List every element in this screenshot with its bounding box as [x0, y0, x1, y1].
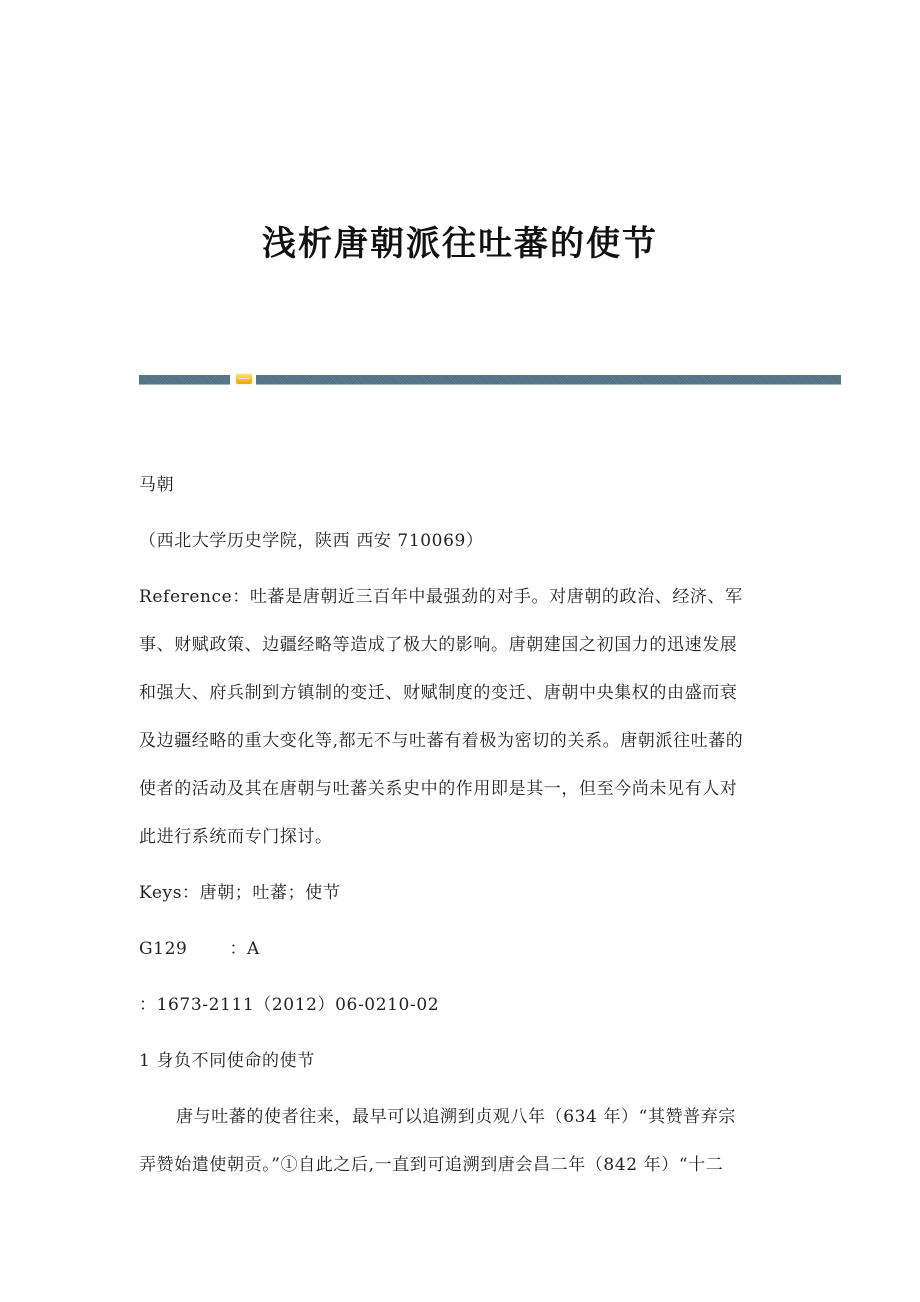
abstract-line: 此进行系统而专门探讨。 — [139, 827, 333, 847]
abstract-line: 和强大、府兵制到方镇制的变迁、财赋制度的变迁、唐朝中央集权的由盛而衰 — [139, 683, 738, 703]
abstract-line: 及边疆经略的重大变化等,都无不与吐蕃有着极为密切的关系。唐朝派往吐蕃的 — [139, 731, 744, 751]
abstract-line: Reference：吐蕃是唐朝近三百年中最强劲的对手。对唐朝的政治、经济、军 — [139, 587, 743, 607]
abstract-line: 使者的活动及其在唐朝与吐蕃关系史中的作用即是其一，但至今尚未见有人对 — [139, 779, 738, 799]
abstract-line: 事、财赋政策、边疆经略等造成了极大的影响。唐朝建国之初国力的迅速发展 — [139, 635, 738, 655]
author-name: 马朝 — [139, 475, 175, 495]
body-paragraph-line: 弄赞始遣使朝贡。”①自此之后,一直到可追溯到唐会昌二年（842 年）“十二 — [139, 1155, 724, 1175]
section-heading: 1 身负不同使命的使节 — [139, 1051, 315, 1071]
divider-ornament-icon — [236, 374, 252, 384]
document-title: 浅析唐朝派往吐蕃的使节 — [262, 224, 658, 264]
article-id: ：1673-2111（2012）06-0210-02 — [139, 995, 440, 1015]
author-affiliation: （西北大学历史学院，陕西 西安 710069） — [139, 531, 484, 551]
title-divider-left — [139, 375, 230, 385]
title-divider-right — [256, 375, 841, 385]
keywords: Keys：唐朝；吐蕃；使节 — [139, 883, 341, 903]
classification-code: G129 ：A — [139, 939, 260, 959]
body-paragraph-line: 唐与吐蕃的使者往来，最早可以追溯到贞观八年（634 年）“其赞普弃宗 — [176, 1107, 736, 1127]
